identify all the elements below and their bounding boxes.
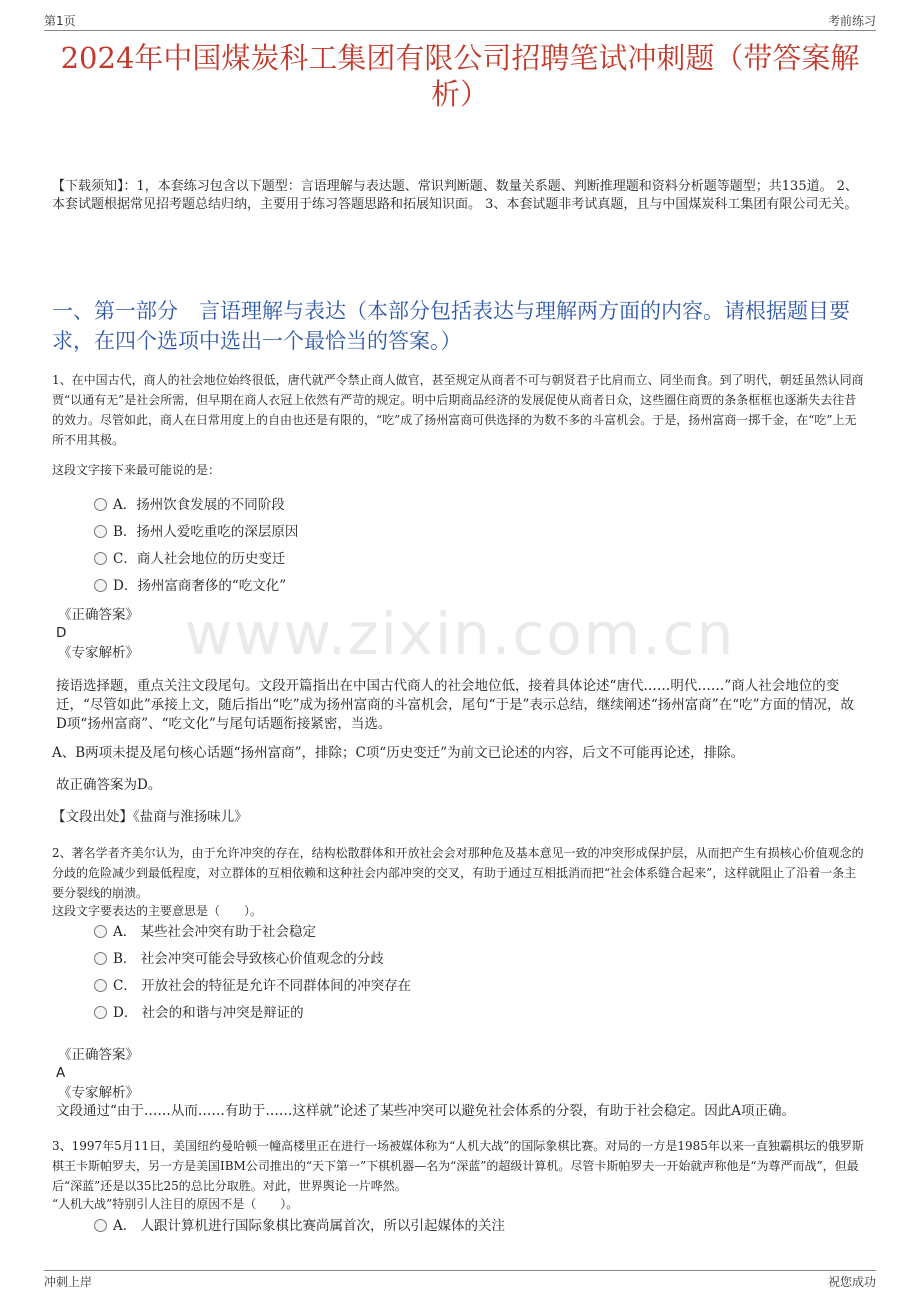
footer-left: 冲刺上岸 — [44, 1275, 93, 1289]
header-label: 考前练习 — [827, 14, 876, 28]
radio-icon[interactable] — [94, 952, 107, 965]
question-1-stem: 1、在中国古代，商人的社会地位始终很低，唐代就严令禁止商人做官，甚至规定从商者不可与朝贤君子比肩而立、同坐而食。到了明代，朝廷虽然认同商贾“以通有无”是社会所需，但早期在商人衣冠上依然有严苛的规定。明中后期商品经济的发展促使从商者日众，这些圈住商贾的条条框框也逐渐失去往昔的效力。尽管如此，商人在日常用度上的自由也还是有限的，“吃”成了扬州富商可供选择的为数不多的斗富机会。于是，扬州富商一掷千金，在“吃”上无所不用其极。 — [52, 373, 864, 447]
watermark: www.zixin.com.cn — [184, 600, 736, 668]
question-2-analysis: 文段通过“由于……从而……有助于……这样就”论述了某些冲突可以避免社会体系的分裂，有助于社会稳定。因此A项正确。 — [56, 1103, 796, 1119]
question-1-option-b[interactable]: B．扬州人爱吃重吃的深层原因 — [94, 522, 298, 542]
question-1-answer: D — [56, 625, 67, 641]
question-3-option-a[interactable]: A． 人跟计算机进行国际象棋比赛尚属首次，所以引起媒体的关注 — [94, 1216, 505, 1236]
question-2-answer: A — [56, 1065, 66, 1081]
question-1-prompt: 这段文字接下来最可能说的是： — [52, 463, 221, 477]
question-2-option-b[interactable]: B． 社会冲突可能会导致核心价值观念的分歧 — [94, 949, 384, 969]
question-3-prompt: “人机大战”特别引人注目的原因不是（ ）。 — [52, 1197, 299, 1211]
question-1-option-d[interactable]: D．扬州富商奢侈的“吃文化” — [94, 576, 286, 596]
question-1-analysis-label: 《专家解析》 — [58, 645, 139, 661]
question-1-answer-label: 《正确答案》 — [58, 607, 139, 623]
question-2-stem: 2、著名学者齐美尔认为，由于允许冲突的存在，结构松散群体和开放社会会对那种危及基本意见一致的冲突形成保护层，从而把产生有损核心价值观念的分歧的危险减少到最低程度，对立群体的互相依赖和这种社会内部冲突的交叉，有助于通过互相抵消而把“社会体系缝合起来”，这样就阻止了沿着一条主要分裂线的崩溃。 — [52, 846, 864, 900]
section-heading: 一、第一部分 言语理解与表达（本部分包括表达与理解两方面的内容。请根据题目要求，在四个选项中选出一个最恰当的答案。） — [52, 299, 850, 353]
question-1-option-a[interactable]: A．扬州饮食发展的不同阶段 — [94, 495, 285, 515]
question-2-option-d[interactable]: D． 社会的和谐与冲突是辩证的 — [94, 1003, 304, 1023]
question-1-conclusion: 故正确答案为D。 — [56, 777, 162, 793]
radio-icon[interactable] — [94, 925, 107, 938]
footer-right: 祝您成功 — [827, 1275, 876, 1289]
question-1-option-c[interactable]: C．商人社会地位的历史变迁 — [94, 549, 285, 569]
radio-icon[interactable] — [94, 1219, 107, 1232]
question-2-analysis-label: 《专家解析》 — [58, 1085, 139, 1101]
question-1-source: 【文段出处】《盐商与淮扬味儿》 — [52, 809, 248, 825]
question-3-stem: 3、1997年5月11日，美国纽约曼哈顿一幢高楼里正在进行一场被媒体称为“人机大战”的国际象棋比赛。对局的一方是1985年以来一直独霸棋坛的俄罗斯棋王卡斯帕罗夫，另一方是美国IBM公司推出的“天下第一”下棋机器—名为“深蓝”的超级计算机。尽管卡斯帕罗夫一开始就声称他是“为尊严而战”，但最后“深蓝”还是以35比25的总比分取胜。对此，世界舆论一片哗然。 — [52, 1139, 864, 1193]
question-1-analysis-2: A、B两项未提及尾句核心话题“扬州富商”，排除；C项“历史变迁”为前文已论述的内容，后文不可能再论述，排除。 — [52, 745, 745, 761]
page-header — [44, 12, 876, 31]
question-2-option-c[interactable]: C． 开放社会的特征是允许不同群体间的冲突存在 — [94, 976, 411, 996]
radio-icon[interactable] — [94, 1006, 107, 1019]
radio-icon[interactable] — [94, 579, 107, 592]
radio-icon[interactable] — [94, 979, 107, 992]
radio-icon[interactable] — [94, 525, 107, 538]
document-title: 2024年中国煤炭科工集团有限公司招聘笔试冲刺题（带答案解析） — [60, 41, 860, 111]
question-2-answer-label: 《正确答案》 — [58, 1047, 139, 1063]
question-2-option-a[interactable]: A． 某些社会冲突有助于社会稳定 — [94, 922, 316, 942]
page-footer — [44, 1270, 876, 1291]
radio-icon[interactable] — [94, 552, 107, 565]
question-2-prompt: 这段文字要表达的主要意思是（ ）。 — [52, 904, 263, 918]
download-notice: 【下载须知】：1，本套练习包含以下题型：言语理解与表达题、常识判断题、数量关系题、判断推理题和资料分析题等题型；共135道。 2、本套试题根据常见招考题总结归纳，主要用于练习答题思路和拓展知识面。 3、本套试题非考试真题，且与中国煤炭科工集团有限公司无关。 — [52, 179, 858, 212]
page-number: 第1页 — [44, 14, 76, 28]
question-1-analysis: 接语选择题，重点关注文段尾句。文段开篇指出在中国古代商人的社会地位低，接着具体论述“唐代……明代……”商人社会地位的变迁，“尽管如此”承接上文，随后指出“吃”成为扬州富商的斗富机会，尾句“于是”表示总结，继续阐述“扬州富商”在“吃”方面的情况，故D项“扬州富商”、“吃文化”与尾句话题衔接紧密，当选。 — [56, 678, 855, 732]
radio-icon[interactable] — [94, 498, 107, 511]
